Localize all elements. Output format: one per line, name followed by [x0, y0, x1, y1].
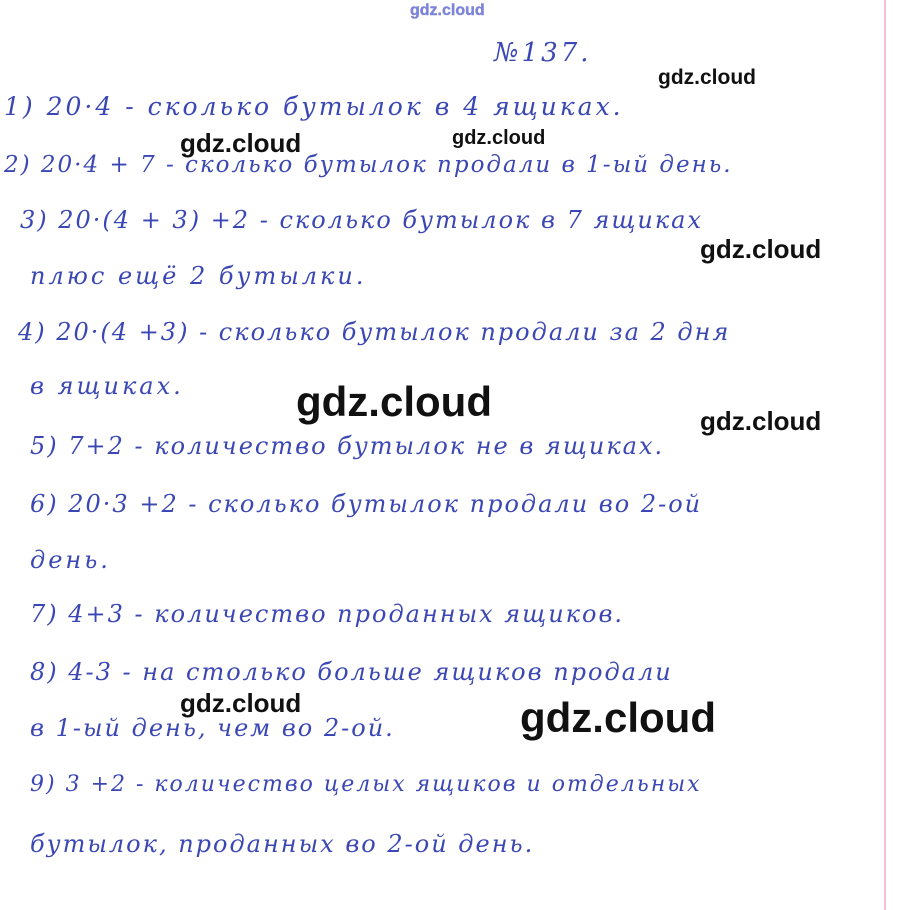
answer-line-7: 7) 4+3 - количество проданных ящиков.	[30, 600, 625, 628]
watermark: gdz.cloud	[296, 378, 492, 425]
watermark: gdz.cloud	[520, 694, 716, 741]
answer-line-5: 5) 7+2 - количество бутылок не в ящиках.	[30, 432, 665, 460]
watermark: gdz.cloud	[658, 66, 756, 89]
notebook-margin-line	[884, 0, 886, 910]
header-watermark: gdz.cloud	[410, 2, 485, 19]
answer-line-6: 6) 20·3 +2 - сколько бутылок продали во 2-ой	[30, 490, 703, 518]
watermark: gdz.cloud	[180, 128, 302, 158]
answer-line-3-cont: плюс ещё 2 бутылки.	[30, 262, 367, 290]
watermark: gdz.cloud	[452, 127, 546, 149]
watermark: gdz.cloud	[700, 406, 822, 436]
answer-line-4-cont: в ящиках.	[30, 372, 184, 400]
answer-line-2: 2) 20·4 + 7 - сколько бутылок продали в 1-ый день.	[4, 152, 733, 178]
answer-line-6-cont: день.	[30, 546, 111, 574]
watermark: gdz.cloud	[180, 688, 302, 718]
exercise-number: №137.	[494, 38, 592, 68]
answer-line-8: 8) 4-3 - на столько больше ящиков продали	[30, 658, 673, 686]
answer-line-4: 4) 20·(4 +3) - сколько бутылок продали за 2 дня	[18, 318, 731, 346]
answer-line-8-cont: в 1-ый день, чем во 2-ой.	[30, 714, 395, 742]
answer-line-9-cont: бутылок, проданных во 2-ой день.	[30, 830, 535, 858]
answer-line-1: 1) 20·4 - сколько бутылок в 4 ящиках.	[4, 92, 624, 121]
answer-line-9: 9) 3 +2 - количество целых ящиков и отдельных	[30, 772, 702, 797]
watermark: gdz.cloud	[700, 234, 822, 264]
answer-line-3: 3) 20·(4 + 3) +2 - сколько бутылок в 7 ящиках	[20, 206, 704, 234]
